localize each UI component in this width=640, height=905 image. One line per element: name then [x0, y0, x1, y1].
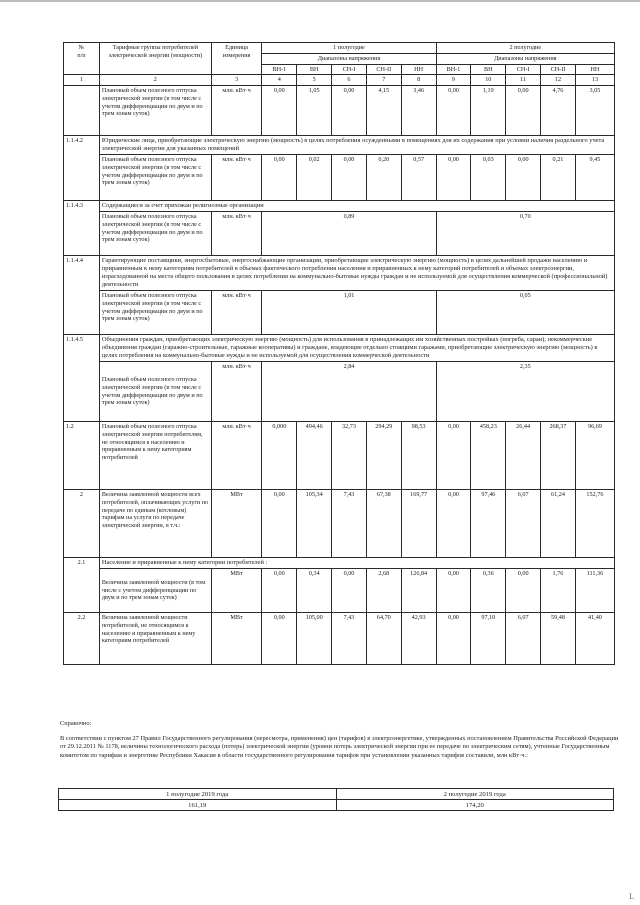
cell: 0,00 [332, 86, 367, 136]
losses-value-h1: 161,19 [59, 800, 337, 811]
cell: 458,23 [471, 422, 506, 490]
row-unit: млн. кВт·ч [211, 362, 262, 422]
cell: 0,00 [262, 613, 297, 665]
cell: 0,70 [436, 212, 614, 256]
cell: 97,10 [471, 613, 506, 665]
header-h1: 1 полугодие [262, 43, 436, 54]
cell: 2,35 [436, 362, 614, 422]
cell: 268,37 [541, 422, 576, 490]
section-title: Гарантирующие поставщики, энергосбытовые, энергоснабжающие организации, приобретающие электрическую энергию (мощность) в целях дальнейшей продажи населению и приравненным к нему категориям потребителей в объемах фактического потребления населения и приравненных к нему категорий потребителей и объемах электроэнергии, израсходованной на места общего пользования в целях потребления на коммунально-бытовые нужды граждан и не используемой для осуществления коммерческой (профессиональной) деятельности [99, 256, 614, 291]
table-row [64, 569, 615, 613]
row-code [64, 86, 100, 136]
cell: 4,15 [366, 86, 401, 136]
header-ranges-1: Диапазоны напряжения [262, 53, 436, 64]
cell: 0,05 [436, 291, 614, 335]
cell: 0,00 [436, 422, 471, 490]
colnum: 3 [211, 75, 262, 86]
losses-header-h2: 2 полугодие 2019 года [336, 789, 614, 800]
level-vn1: ВН-1 [436, 64, 471, 75]
cell: 0,00 [332, 569, 367, 613]
row-name: Величина заявленной мощности потребителей, не относящимся к населению и приравненным к нему категориям потребителей [99, 613, 211, 665]
row-unit: млн. кВт·ч [211, 291, 262, 335]
reference-note [60, 720, 620, 761]
cell: 26,44 [506, 422, 541, 490]
cell: 0,00 [436, 155, 471, 201]
cell: 294,29 [366, 422, 401, 490]
row-code: 2.2 [64, 613, 100, 665]
table-row [64, 86, 615, 136]
section-title: Население и приравненные к нему категории потребителей : [99, 558, 614, 569]
row-code: 1.2 [64, 422, 100, 490]
cell: 2,68 [366, 569, 401, 613]
cell: 0,20 [366, 155, 401, 201]
colnum: 13 [575, 75, 614, 86]
cell: 0,36 [471, 569, 506, 613]
row-unit: млн. кВт·ч [211, 86, 262, 136]
colnum: 12 [541, 75, 576, 86]
level-vn1: ВН-1 [262, 64, 297, 75]
cell: 494,46 [297, 422, 332, 490]
row-unit: МВт [211, 490, 262, 558]
row-name: Величина заявленной мощности (в том числе с учетом дифференциации по двум и по трем зонам суток) [99, 569, 211, 613]
cell: 0,00 [262, 86, 297, 136]
cell: 0,00 [262, 569, 297, 613]
level-vn: ВН [471, 64, 506, 75]
colnum: 10 [471, 75, 506, 86]
colnum: 6 [332, 75, 367, 86]
colnum: 9 [436, 75, 471, 86]
section-row [64, 256, 615, 291]
row-name: Плановый объем полезного отпуска электрической энергии потребителям, не относящимся к населению и приравненным к нему категориям потребителей [99, 422, 211, 490]
cell: 1,76 [541, 569, 576, 613]
cell: 0,00 [506, 155, 541, 201]
colnum: 5 [297, 75, 332, 86]
colnum: 2 [99, 75, 211, 86]
level-nn: НН [401, 64, 436, 75]
cell: 126,84 [401, 569, 436, 613]
header-ranges-2: Диапазоны напряжения [436, 53, 614, 64]
cell: 0,00 [332, 155, 367, 201]
losses-value-h2: 174,20 [336, 800, 614, 811]
colnum: 4 [262, 75, 297, 86]
table-row [64, 212, 615, 256]
cell: 59,48 [541, 613, 576, 665]
cell: 0,21 [541, 155, 576, 201]
cell: 0,57 [401, 155, 436, 201]
row-code: 1.1.4.5 [64, 335, 100, 422]
cell: 61,24 [541, 490, 576, 558]
row-code: 1.1.4.4 [64, 256, 100, 335]
section-row [64, 136, 615, 155]
cell: 7,43 [332, 613, 367, 665]
cell: 0,00 [436, 86, 471, 136]
header-unit: Единица измерения [211, 43, 262, 75]
row-unit: млн. кВт·ч [211, 155, 262, 201]
cell: 1,01 [262, 291, 436, 335]
level-sn2: СН-II [541, 64, 576, 75]
row-unit: млн. кВт·ч [211, 212, 262, 256]
cell: 32,73 [332, 422, 367, 490]
cell: 6,07 [506, 490, 541, 558]
cell: 0,03 [471, 155, 506, 201]
cell: 42,93 [401, 613, 436, 665]
table-row [64, 613, 615, 665]
row-name: Плановый объем полезного отпуска электрической энергии (в том числе с учетом дифференциации по двум и по трем зонам суток) [99, 291, 211, 335]
section-title: Объединения граждан, приобретающих электрическую энергию (мощность) для использования в принадлежащих им хозяйственных постройках (погреба, сараи); некоммерческие объединения граждан (гаражно-строительные, гаражные кооперативы) и граждане, владеющие отдельно стоящими гаражами, приобретающие электрическую энергию (мощность) в целях потребления на коммунально-бытовые нужды и не используемой для осуществления коммерческой деятельности [99, 335, 614, 362]
level-sn1: СН-I [332, 64, 367, 75]
cell: 41,40 [575, 613, 614, 665]
row-name: Плановый объем полезного отпуска электрической энергии (в том числе с учетом дифференциации по двум и по трем зонам суток) [99, 86, 211, 136]
section-row [64, 335, 615, 362]
row-unit: МВт [211, 613, 262, 665]
cell: 0,00 [436, 490, 471, 558]
level-vn: ВН [297, 64, 332, 75]
section-row [64, 558, 615, 569]
losses-table [58, 788, 614, 811]
level-nn: НН [575, 64, 614, 75]
corner-mark: L [629, 892, 634, 901]
level-sn1: СН-I [506, 64, 541, 75]
cell: 67,38 [366, 490, 401, 558]
table-row [64, 490, 615, 558]
tariff-table [63, 42, 615, 665]
row-code: 1.1.4.3 [64, 201, 100, 256]
row-name: Плановый объем полезного отпуска электрической энергии (в том числе с учетом дифференциации по двум и по трем зонам суток) [99, 212, 211, 256]
row-code: 1.1.4.2 [64, 136, 100, 201]
section-title: Содержащиеся за счет прихожан религиозные организации [99, 201, 614, 212]
note-title: Справочно: [60, 720, 92, 727]
cell: 152,76 [575, 490, 614, 558]
cell: 9,45 [575, 155, 614, 201]
header-groups: Тарифные группы потребителей электрической энергии (мощности) [99, 43, 211, 75]
losses-header-h1: 1 полугодие 2019 года [59, 789, 337, 800]
header-num: № п/п [64, 43, 100, 75]
row-name: Плановый объем полезного отпуска электрической энергии (в том числе с учетом дифференциации по двум и по трем зонам суток) [99, 155, 211, 201]
cell: 0,34 [297, 569, 332, 613]
cell: 0,89 [262, 212, 436, 256]
cell: 2,84 [262, 362, 436, 422]
cell: 64,70 [366, 613, 401, 665]
note-text: В соответствии с пунктом 27 Правил Государственного регулирования (пересмотра, применения) цен (тарифов) в электроэнергетике, утвержденных постановлением Правительства Российской Федерации от 29.12.2011 № 1178, величины технологического расхода (потерь) электрической энергии (уровни потерь электрической энергии при ее передаче по электрическим сетям), учтенные Государственным комитетом по тарифам и энергетике Республики Хакасия в области государственного регулирования тарифов при установлении указанных тарифов составили, млн кВт·ч.: [60, 734, 619, 759]
cell: 111,36 [575, 569, 614, 613]
cell: 0,00 [506, 86, 541, 136]
cell: 0,00 [262, 490, 297, 558]
row-name: Плановый объем полезного отпуска электрической энергии (в том числе с учетом дифференциации по двум и по трем зонам суток) [99, 362, 211, 422]
colnum: 11 [506, 75, 541, 86]
row-code: 2 [64, 490, 100, 558]
cell: 169,77 [401, 490, 436, 558]
row-name: Величина заявленной мощности всех потребителей, оплачивающих услуги по передаче по единым (котловым) тарифам на услуги по передаче электрической энергии, в т.ч.: [99, 490, 211, 558]
cell: 105,34 [297, 490, 332, 558]
cell: 0,00 [506, 569, 541, 613]
cell: 97,46 [471, 490, 506, 558]
table-row [64, 291, 615, 335]
cell: 3,46 [401, 86, 436, 136]
header-h2: 2 полугодие [436, 43, 614, 54]
cell: 0,00 [436, 569, 471, 613]
cell: 6,07 [506, 613, 541, 665]
cell: 0,00 [436, 613, 471, 665]
cell: 105,00 [297, 613, 332, 665]
table-row [64, 422, 615, 490]
colnum: 7 [366, 75, 401, 86]
column-numbers-row [64, 75, 615, 86]
colnum: 8 [401, 75, 436, 86]
cell: 0,000 [262, 422, 297, 490]
table-row [64, 155, 615, 201]
cell: 1,19 [471, 86, 506, 136]
cell: 0,02 [297, 155, 332, 201]
row-unit: МВт [211, 569, 262, 613]
cell: 1,05 [297, 86, 332, 136]
table-row [64, 362, 615, 422]
cell: 98,53 [401, 422, 436, 490]
section-row [64, 201, 615, 212]
cell: 3,05 [575, 86, 614, 136]
row-unit: млн. кВт·ч [211, 422, 262, 490]
cell: 4,76 [541, 86, 576, 136]
colnum: 1 [64, 75, 100, 86]
scan-edge [0, 0, 640, 2]
level-sn2: СН-II [366, 64, 401, 75]
row-code: 2.1 [64, 558, 100, 613]
cell: 7,43 [332, 490, 367, 558]
cell: 96,69 [575, 422, 614, 490]
cell: 0,00 [262, 155, 297, 201]
section-title: Юридические лица, приобретающие электрическую энергию (мощность) в целях потребления осужденными в помещениях для их содержания при условии наличия раздельного учета электрической энергии для указанных помещений [99, 136, 614, 155]
